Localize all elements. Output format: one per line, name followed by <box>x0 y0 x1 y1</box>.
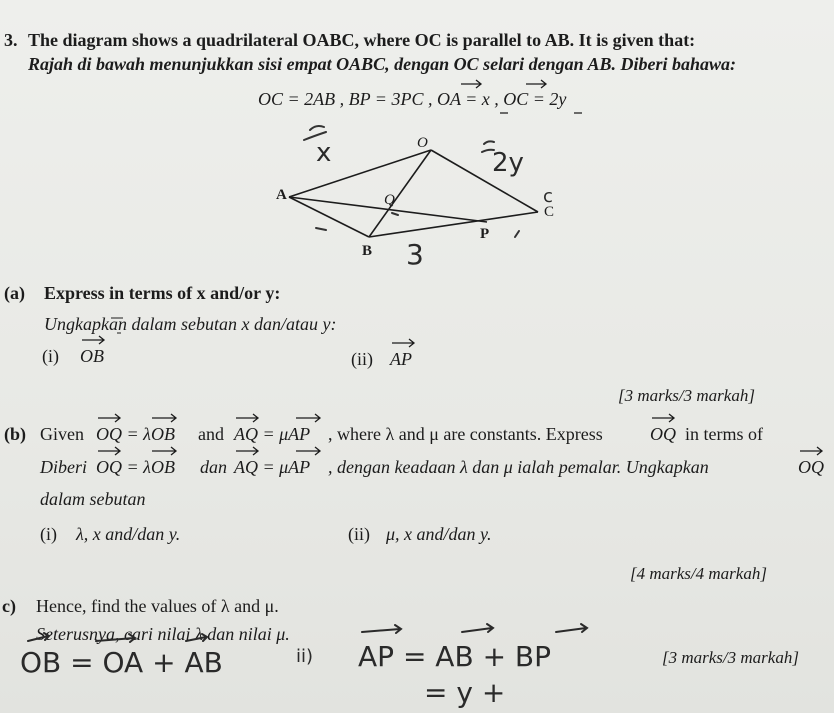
working-OB: OB = OA + AB <box>20 646 223 679</box>
handwritten-3: 3 <box>406 238 424 271</box>
part-b-line3: dalam sebutan <box>40 489 146 509</box>
part-a-prompt-ms: Ungkapkan dalam sebutan x dan/atau y: <box>44 314 337 334</box>
working-AP: AP = AB + BP <box>358 640 552 673</box>
part-b-ii-text: μ, x and/dan y. <box>386 524 492 544</box>
part-b-line1-post: , where λ and μ are constants. Express <box>328 424 603 444</box>
part-a-marks: [3 marks/3 markah] <box>618 386 755 405</box>
part-c-prompt-ms: Seterusnya, cari nilai λ dan nilai μ. <box>36 624 290 644</box>
part-b-eq2: AQ = μAP <box>234 424 311 444</box>
part-b-diberi: Diberi <box>40 457 87 477</box>
part-b-eq1: OQ = λOB <box>96 424 175 444</box>
part-a-prompt-en: Express in terms of x and/or y: <box>44 283 281 303</box>
label-A: A <box>276 187 287 203</box>
part-a-i-label: (i) <box>42 346 59 366</box>
handwritten-2y: 2y <box>492 148 524 178</box>
part-b-express-vector-ms: OQ <box>798 457 824 477</box>
part-a-label: (a) <box>4 283 25 303</box>
part-b-eq2-ms: AQ = μAP <box>234 457 311 477</box>
part-a-ii-label: (ii) <box>351 349 373 369</box>
handwritten-c: c <box>543 186 553 207</box>
part-b-and: and <box>198 424 224 444</box>
label-O: O <box>417 135 428 151</box>
part-b-ii-label: (ii) <box>348 524 370 544</box>
part-b-dan: dan <box>200 457 227 477</box>
part-b-express-vector: OQ <box>650 424 676 444</box>
question-intro-en: The diagram shows a quadrilateral OABC, where OC is parallel to AB. It is given that: <box>28 30 696 50</box>
working-ii-label: ii) <box>296 646 314 667</box>
part-a-i-vector: OB <box>80 346 104 366</box>
part-b-i-label: (i) <box>40 524 57 544</box>
label-P: P <box>480 226 490 242</box>
given-expression: OC = 2AB , BP = 3PC , OA = x , OC = 2y <box>258 89 567 109</box>
part-b-label: (b) <box>4 424 26 444</box>
part-a-ii-vector: AP <box>390 349 412 369</box>
part-c-label: c) <box>2 596 16 616</box>
part-b-eq1-ms: OQ = λOB <box>96 457 175 477</box>
part-b-line2-post: , dengan keadaan λ dan μ ialah pemalar. Ungkapkan <box>328 457 709 477</box>
part-b-given: Given <box>40 424 84 444</box>
question-number: 3. <box>4 30 18 50</box>
handwritten-x: x <box>316 138 332 168</box>
part-c-prompt-en: Hence, find the values of λ and μ. <box>36 596 279 616</box>
working-line2: = y + <box>424 676 506 709</box>
part-c-marks: [3 marks/3 markah] <box>662 648 799 667</box>
part-b-line1-end: in terms of <box>685 424 763 444</box>
part-b-marks: [4 marks/4 markah] <box>630 564 767 583</box>
part-b-i-text: λ, x and/dan y. <box>76 524 181 544</box>
label-Q: Q <box>384 192 395 208</box>
label-B: B <box>362 243 373 259</box>
label-C: C <box>544 204 555 220</box>
question-intro-ms: Rajah di bawah menunjukkan sisi empat OABC, dengan OC selari dengan AB. Diberi bahawa: <box>28 54 736 74</box>
